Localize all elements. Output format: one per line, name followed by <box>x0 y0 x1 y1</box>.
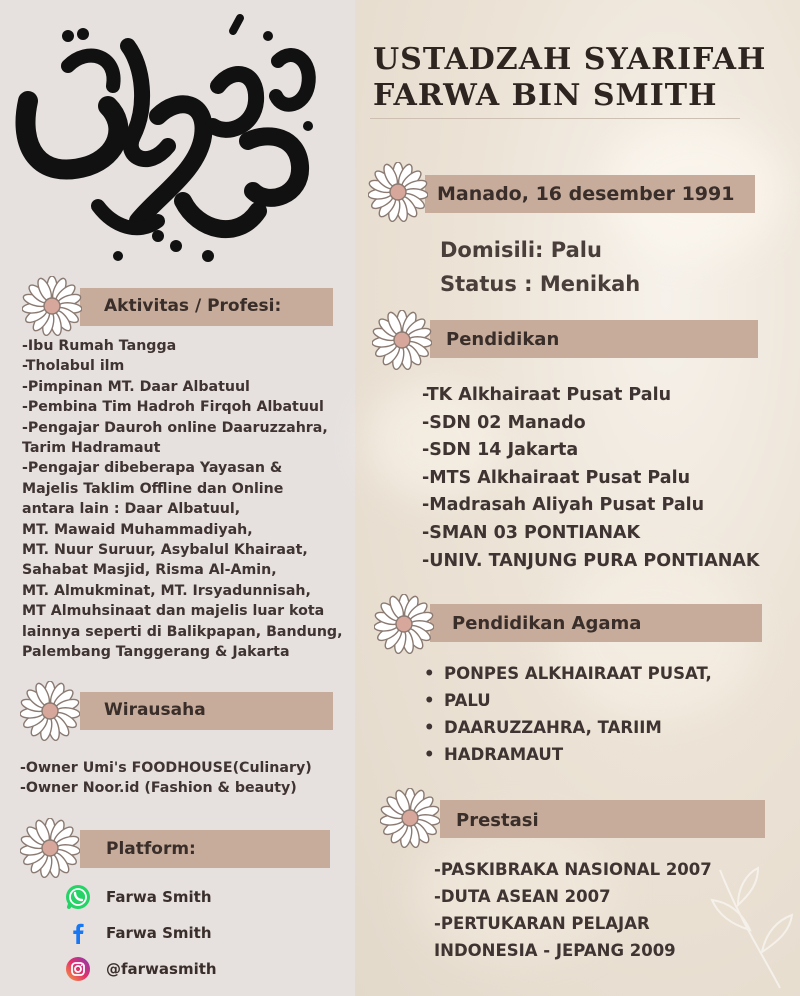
pendidikan-heading: Pendidikan <box>446 329 560 350</box>
list-item: -TK Alkhairaat Pusat Palu <box>422 385 672 405</box>
daisy-icon <box>372 310 432 370</box>
platform-heading: Platform: <box>106 839 196 859</box>
daisy-icon <box>20 818 80 878</box>
list-item: -Owner Umi's FOODHOUSE(Culinary) <box>20 760 312 776</box>
facebook-label: Farwa Smith <box>106 924 212 942</box>
instagram-icon <box>64 955 92 983</box>
status-text: Status : Menikah <box>440 272 641 296</box>
list-item: -UNIV. TANJUNG PURA PONTIANAK <box>422 550 760 571</box>
list-item: Sahabat Masjid, Risma Al-Amin, <box>22 562 277 579</box>
list-item: lainnya seperti di Balikpapan, Bandung, <box>22 623 343 640</box>
list-item: Majelis Taklim Offline dan Online <box>22 480 284 497</box>
leaf-decoration <box>700 860 795 990</box>
platform-instagram[interactable] <box>64 954 217 984</box>
daisy-icon <box>22 276 82 336</box>
list-item: MT. Nuur Suruur, Asybalul Khairaat, <box>22 542 308 559</box>
title-line-1: USTADZAH SYARIFAH <box>373 42 767 77</box>
wirausaha-list <box>20 758 312 799</box>
list-item: MT Almuhsinaat dan majelis luar kota <box>22 603 325 620</box>
title-divider <box>370 118 740 119</box>
title-line-2: FARWA BIN SMITH <box>373 78 718 113</box>
list-item-continuation: • HADRAMAUT <box>424 741 712 768</box>
list-item-continuation: INDONESIA - JEPANG 2009 <box>434 941 676 960</box>
list-item: -Pengajar Dauroh online Daaruzzahra, <box>22 419 328 436</box>
list-item-continuation: • PALU <box>424 687 712 714</box>
list-item: -Pembina Tim Hadroh Firqoh Albatuul <box>22 399 324 416</box>
list-item: • DAARUZZAHRA, TARIIM <box>424 714 712 741</box>
whatsapp-icon <box>64 883 92 911</box>
domisili-text: Domisili: Palu <box>440 238 602 262</box>
list-item: -SDN 02 Manado <box>422 412 586 433</box>
daisy-icon <box>374 594 434 654</box>
list-item: -SMAN 03 PONTIANAK <box>422 522 641 543</box>
pendidikan-agama-heading: Pendidikan Agama <box>452 613 642 634</box>
list-item: MT. Mawaid Muhammadiyah, <box>22 521 253 538</box>
daisy-icon <box>20 681 80 741</box>
list-item: • PONPES ALKHAIRAAT PUSAT, <box>424 660 712 687</box>
daisy-icon <box>368 162 428 222</box>
list-item: -Pengajar dibeberapa Yayasan & <box>22 460 283 477</box>
instagram-label: @farwasmith <box>106 960 217 978</box>
wirausaha-heading: Wirausaha <box>104 700 206 720</box>
list-item: -Tholabul ilm <box>22 358 125 375</box>
list-item: antara lain : Daar Albatuul, <box>22 501 241 518</box>
page-title <box>373 42 766 114</box>
list-item: -Madrasah Aliyah Pusat Palu <box>422 495 705 516</box>
pendidikan-agama-list <box>424 660 712 768</box>
list-item: -MTS Alkhairaat Pusat Palu <box>422 467 691 488</box>
aktivitas-heading: Aktivitas / Profesi: <box>104 296 282 316</box>
list-item: -Pimpinan MT. Daar Albatuul <box>22 378 250 395</box>
list-item: -Owner Noor.id (Fashion & beauty) <box>20 780 297 797</box>
aktivitas-list <box>22 336 342 663</box>
arabic-calligraphy-logo <box>8 6 338 271</box>
list-item: -DUTA ASEAN 2007 <box>434 887 611 906</box>
whatsapp-label: Farwa Smith <box>106 888 212 906</box>
prestasi-list <box>434 856 712 964</box>
list-item: Tarim Hadramaut <box>22 440 161 457</box>
facebook-icon <box>64 919 92 947</box>
platform-facebook[interactable] <box>64 918 212 948</box>
list-item: -PASKIBRAKA NASIONAL 2007 <box>434 860 712 879</box>
list-item: Palembang Tanggerang & Jakarta <box>22 644 290 661</box>
list-item: MT. Almukminat, MT. Irsyadunnisah, <box>22 582 311 599</box>
list-item: -Ibu Rumah Tangga <box>22 338 177 354</box>
daisy-icon <box>380 788 440 848</box>
pendidikan-list <box>422 382 760 575</box>
birth-text: Manado, 16 desember 1991 <box>437 183 735 205</box>
list-item: -PERTUKARAN PELAJAR <box>434 914 650 933</box>
list-item: -SDN 14 Jakarta <box>422 440 579 461</box>
platform-whatsapp[interactable] <box>64 882 212 912</box>
prestasi-heading: Prestasi <box>456 810 539 831</box>
